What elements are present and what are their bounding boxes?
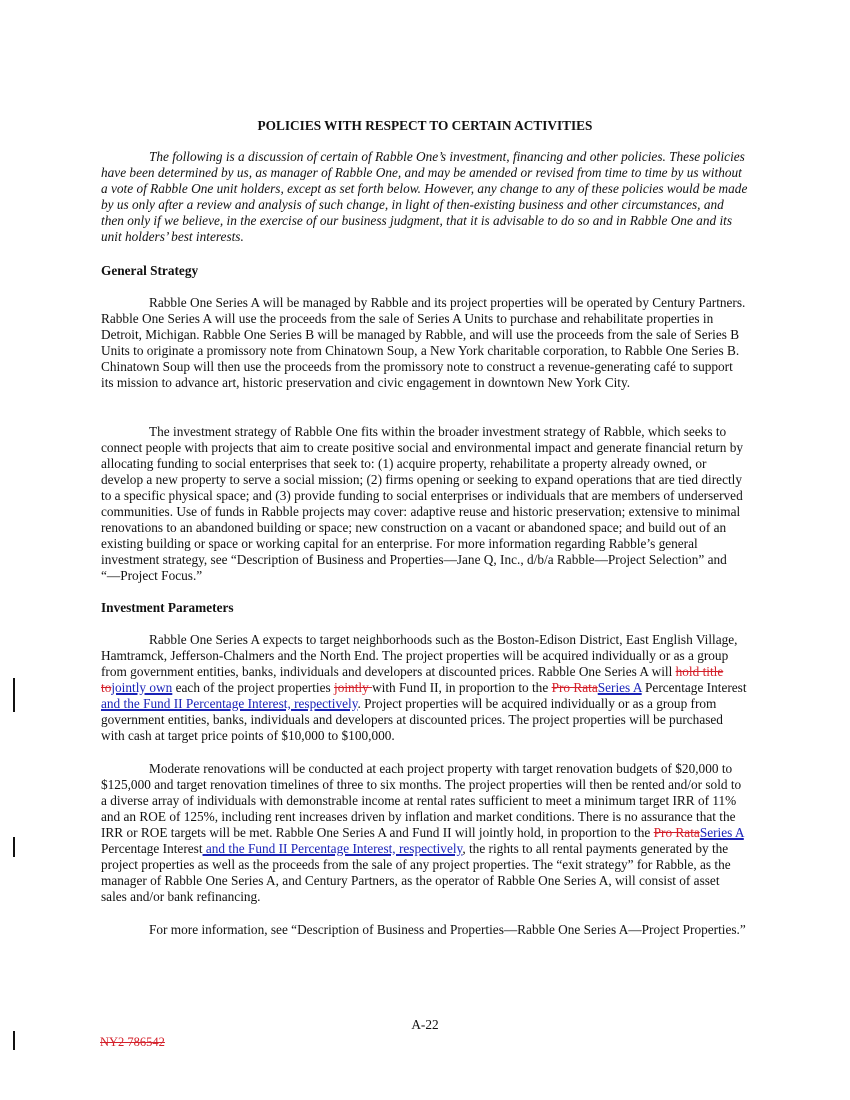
general-strategy-paragraph-1 — [101, 295, 748, 391]
tracked-insertion[interactable]: Series A — [699, 825, 744, 840]
text-run: with Fund II, in proportion to the — [372, 680, 552, 695]
section-heading-investment-parameters: Investment Parameters — [101, 600, 234, 615]
change-bar-marker — [13, 1031, 15, 1050]
text-run: Rabble One Series A expects to target neighborhoods such as the Boston-Edison District, East English Village, Hamtramck, Jefferson-Chalmers and the North End. The project properties will be acquired individually or as a group from government entities, banks, individuals and developers at discounted prices. Rabble One Series A will — [101, 632, 738, 679]
change-bar-marker — [13, 837, 15, 857]
text-run: . Project properties will be acquired individually or as a group from government entities, banks, individuals and developers at discounted prices. The project properties will be purchased with cash at target price points of $10,000 to $100,000. — [101, 696, 723, 743]
intro-paragraph — [101, 149, 748, 245]
tracked-deletion[interactable]: jointly — [334, 680, 373, 695]
text-run: Percentage Interest — [101, 841, 203, 856]
paragraph-text: Rabble One Series A will be managed by Rabble and its project properties will be operated by Century Partners. Rabble One Series A will use the proceeds from the sale of Series A Units to purchase and rehabilitate properties in Detroit, Michigan. Rabble One Series B will be managed by Rabble, and will use the proceeds from the sale of Series B Units to originate a promissory note from Chinatown Soup, a New York charitable corporation, to Rabble One Series B. Chinatown Soup will then use the proceeds from the promissory note to construct a revenue-generating café to support its mission to advance art, historic preservation and civic engagement in downtown New York City. — [101, 295, 746, 390]
tracked-insertion[interactable]: and the Fund II Percentage Interest, respectively — [101, 696, 358, 711]
tracked-insertion[interactable]: jointly own — [111, 680, 173, 695]
paragraph-text: The investment strategy of Rabble One fits within the broader investment strategy of Rabble, which seeks to connect people with projects that aim to create positive social and environmental impact and generate financial return by allocating funding to social enterprises that seek to: (1) acquire property, rehabilitate a property already owned, or develop a new property to serve a social mission; (2) firms opening or seeking to expand operations that are tied directly to a specific physical space; and (3) provide funding to social enterprises or individuals that are members of underserved communities. Use of funds in Rabble projects may cover: adaptive reuse and historic preservation; extensive to minimal renovations to an abandoned building or space; new construction on a vacant or abandoned space; and build out of an existing building or space or working capital for an enterprise. For more information regarding Rabble’s general investment strategy, see “Description of Business and Properties—Jane Q, Inc., d/b/a Rabble—Project Selection” and “—Project Focus.” — [101, 424, 744, 583]
tracked-insertion[interactable]: Series A — [597, 680, 642, 695]
investment-parameters-paragraph-3 — [101, 922, 748, 938]
text-run: , the rights to all rental payments generated by the project properties as well as the proceeds from the sale of any project properties. The “exit strategy” for Rabble, as the manager of Rabble One Series A, and Century Partners, as the operator of Rabble One Series A, will consist of asset sales and/or bank refinancing. — [101, 841, 731, 904]
paragraph-text — [101, 632, 748, 744]
paragraph-text: For more information, see “Description of Business and Properties—Rabble One Series A—Project Properties.” — [149, 922, 746, 937]
change-bar-marker — [13, 678, 15, 712]
text-run: each of the project properties — [172, 680, 335, 695]
investment-parameters-paragraph-2 — [101, 761, 748, 905]
tracked-deletion[interactable]: hold title to — [101, 664, 724, 695]
section-heading-general-strategy: General Strategy — [101, 263, 199, 278]
deleted-document-id[interactable]: NY2 786542 — [100, 1035, 165, 1049]
tracked-deletion[interactable]: Pro Rata — [653, 825, 700, 840]
general-strategy-paragraph-2 — [101, 424, 748, 584]
tracked-insertion[interactable]: and the Fund II Percentage Interest, respectively — [202, 841, 463, 856]
page-title: POLICIES WITH RESPECT TO CERTAIN ACTIVITIES — [257, 118, 593, 133]
text-run: Percentage Interest — [641, 680, 747, 695]
tracked-deletion[interactable]: Pro Rata — [551, 680, 598, 695]
page-number: A-22 — [411, 1017, 439, 1032]
investment-parameters-paragraph-1 — [101, 632, 748, 744]
intro-text: The following is a discussion of certain of Rabble One’s investment, financing and other policies. These policies have been determined by us, as manager of Rabble One, and may be amended or revised from time to time by us without a vote of Rabble One unit holders, except as set forth below. However, any change to any of these policies would be made by us only after a review and analysis of such change, in light of then-existing business and other circumstances, and then only if we believe, in the exercise of our business judgment, that it is advisable to do so and in Rabble One and its unit holders’ best interests. — [101, 149, 748, 244]
paragraph-text — [101, 761, 748, 905]
text-run: Moderate renovations will be conducted at each project property with target renovation budgets of $20,000 to $125,000 and target renovation timelines of three to six months. The project properties will then be rented and/or sold to a diverse array of individuals with demonstrable income at rental rates sufficient to meet a minimum target IRR of 11% and an ROE of 125%, including rent increases driven by inflation and market conditions. There is no assurance that the IRR or ROE targets will be met. Rabble One Series A and Fund II will jointly hold, in proportion to the — [101, 761, 742, 840]
